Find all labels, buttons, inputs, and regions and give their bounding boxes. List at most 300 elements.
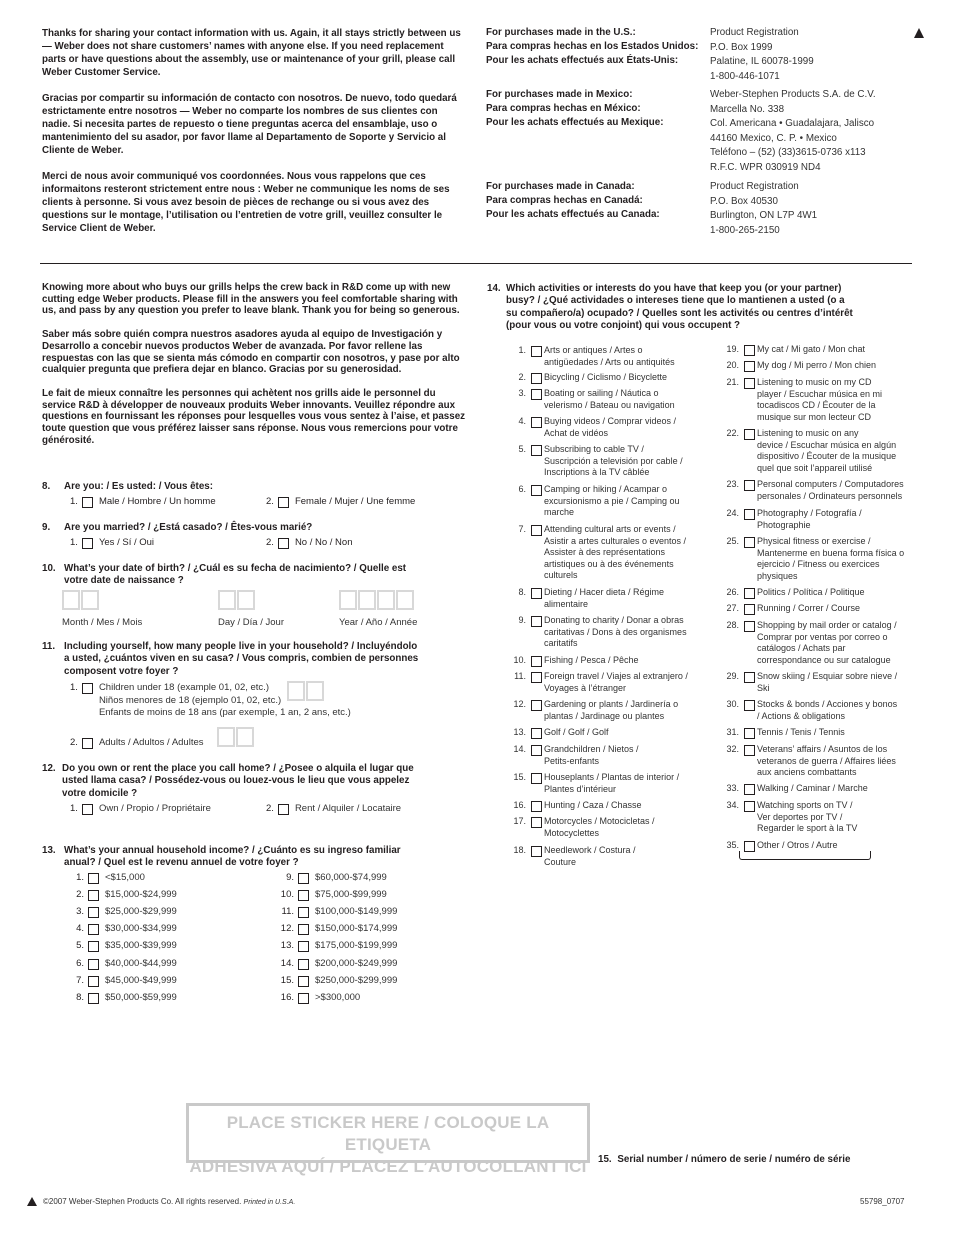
option-number: 30.: [726, 699, 739, 709]
triangle-up-icon: [27, 1197, 37, 1206]
checkbox[interactable]: [744, 672, 755, 683]
activity-option[interactable]: [518, 372, 704, 384]
option-label-line: alimentaire: [544, 598, 589, 609]
activity-option[interactable]: [513, 744, 704, 767]
option-number: 23.: [726, 479, 739, 489]
option-number: 4.: [76, 923, 84, 935]
option-label-line: veteranos de guerra / Affaires liées: [757, 755, 896, 766]
question-text-line: What’s your date of birth? / ¿Cuál es su fecha de nacimiento? / Quelle est: [64, 563, 407, 574]
activity-option[interactable]: [518, 416, 704, 439]
option-label-line: velerismo / Bateau ou navigation: [544, 399, 675, 410]
q9-option-1[interactable]: [70, 537, 154, 549]
option-label-line: Subscribing to cable TV /: [544, 444, 644, 454]
option-label: $40,000-$44,999: [105, 957, 177, 969]
option-label-line: physiques: [757, 570, 798, 581]
checkbox[interactable]: [531, 445, 542, 456]
sticker-line-2: ADHESIVA AQUÍ / PLACEZ L’AUTOCOLLANT ICI: [189, 1157, 587, 1176]
activity-option[interactable]: [726, 727, 917, 739]
option-label: $250,000-$299,999: [315, 974, 398, 986]
option-label: $175,000-$199,999: [315, 940, 398, 952]
activity-option[interactable]: [518, 444, 704, 479]
q12-option-1[interactable]: [70, 803, 211, 815]
activity-option[interactable]: [514, 671, 704, 694]
activity-option[interactable]: [726, 344, 917, 356]
checkbox[interactable]: [744, 429, 755, 440]
question-text: Serial number / número de serie / numéro de série: [617, 1154, 851, 1165]
checkbox[interactable]: [531, 728, 542, 739]
option-label-line: Arts or antiques / Artes o: [544, 345, 643, 355]
activity-option[interactable]: [726, 744, 917, 779]
option-number: 1.: [76, 872, 84, 883]
option-label-line: Camping or hiking / Acampar o: [544, 484, 668, 494]
printed-text: Printed in U.S.A.: [243, 1199, 296, 1206]
option-number: 32.: [726, 744, 739, 754]
question-text-line: What’s your annual household income? / ¿Cuánto es su ingreso familiar: [64, 845, 401, 856]
option-label-line: culturels: [544, 570, 578, 580]
option-number: 12.: [513, 699, 526, 709]
activity-option[interactable]: [518, 345, 704, 368]
activity-option[interactable]: [518, 587, 704, 610]
option-label-line: Plantes d’intérieur: [544, 783, 617, 794]
option-label-line: Veterans’ affairs / Asuntos de los: [757, 744, 888, 754]
option-number: 1.: [70, 496, 78, 507]
option-label: Female / Mujer / Une femme: [294, 496, 416, 507]
checkbox[interactable]: [298, 907, 309, 918]
address-label: For purchases made in Canada:: [486, 181, 635, 192]
q12-option-2[interactable]: [266, 803, 401, 815]
q8-option-1[interactable]: [70, 496, 216, 508]
option-label-line: Ski: [757, 682, 770, 693]
option-label-line: Photographie: [757, 519, 811, 530]
sticker-line-1: PLACE STICKER HERE / COLOQUE LA ETIQUETA: [226, 1113, 550, 1154]
address-line: Product Registration: [710, 181, 799, 192]
checkbox[interactable]: [82, 738, 93, 749]
option-label-line: Niños menores de 18 (ejemplo 01, 02, etc.): [98, 694, 282, 706]
option-number: 28.: [726, 620, 739, 630]
option-number: 3.: [76, 906, 84, 918]
option-number: 18.: [513, 845, 526, 855]
activity-option[interactable]: [726, 508, 917, 531]
checkbox[interactable]: [88, 907, 99, 918]
income-option[interactable]: [280, 872, 387, 884]
question-text: Are you married? / ¿Está casado? / Êtes-vous marié?: [64, 522, 313, 533]
address-line: Palatine, IL 60078-1999: [710, 56, 814, 67]
address-lines: [710, 26, 910, 84]
option-label-line: aux anciens combattants: [757, 767, 857, 777]
option-number: 8.: [518, 587, 526, 597]
option-label: $15,000-$24,999: [105, 889, 177, 901]
children-count-input[interactable]: [287, 681, 325, 705]
option-label-line: caritatifs: [544, 638, 578, 648]
address-label: Pour les achats effectués au Mexique:: [486, 117, 664, 128]
question-text-line: anual? / Quel est le revenu annuel de votre foyer ?: [64, 857, 299, 869]
option-label-line: Politics / Política / Politique: [757, 587, 865, 597]
birth-year-input[interactable]: [339, 590, 415, 614]
triangle-up-icon: [914, 28, 924, 38]
other-write-in-line[interactable]: [739, 851, 871, 860]
year-label: Year / Año / Année: [339, 617, 418, 628]
checkbox[interactable]: [298, 873, 309, 884]
activity-option[interactable]: [518, 484, 704, 519]
option-label-line: dispositivo / Écouter de la musique: [757, 451, 897, 461]
sticker-placeholder: [186, 1103, 590, 1176]
activity-option[interactable]: [726, 783, 917, 795]
checkbox[interactable]: [82, 804, 93, 815]
address-label: Pour les achats effectués aux États-Unis:: [486, 55, 679, 66]
checkbox[interactable]: [744, 728, 755, 739]
option-label-line: Bicycling / Ciclismo / Bicyclette: [544, 372, 668, 382]
adults-count-input[interactable]: [217, 727, 255, 751]
q9-option-2[interactable]: [266, 537, 353, 549]
address-line: P.O. Box 40530: [710, 195, 778, 207]
activity-option[interactable]: [726, 587, 917, 599]
activity-option[interactable]: [513, 816, 704, 839]
activity-option[interactable]: [513, 699, 704, 722]
birth-month-input[interactable]: [62, 590, 100, 614]
option-label-line: Donating to charity / Donar a obras: [544, 615, 684, 625]
question-text-line: votre date de naissance ?: [64, 575, 184, 587]
option-number: 22.: [726, 428, 739, 438]
activity-option[interactable]: [726, 699, 917, 722]
address-line: Teléfono – (52) (33)3615-0736 x113: [710, 147, 866, 158]
address-line: Marcella No. 338: [710, 103, 785, 115]
option-label: $30,000-$34,999: [105, 923, 177, 935]
checkbox[interactable]: [744, 509, 755, 520]
option-label-line: My dog / Mi perro / Mon chien: [757, 360, 877, 370]
option-label: $75,000-$99,999: [315, 889, 387, 901]
income-option[interactable]: [70, 940, 177, 952]
checkbox[interactable]: [298, 890, 309, 901]
checkbox[interactable]: [531, 773, 542, 784]
checkbox[interactable]: [82, 497, 93, 508]
income-option[interactable]: [280, 975, 397, 987]
option-number: 2.: [266, 537, 274, 548]
option-number: 8.: [76, 991, 84, 1003]
checkbox[interactable]: [531, 672, 542, 683]
option-number: 15.: [280, 974, 294, 986]
option-number: 10.: [280, 889, 294, 901]
option-label-line: Regarder le sport à la TV: [757, 823, 858, 833]
intro-fr: Le fait de mieux connaître les personnes qui achètent nos grills aide le personnel du service R&D à développer de nouveaux produits Weber innovants. Veuillez répondre aux questions en fournissant les réponses pour lesquelles vous vous sentez à l’aise, et passez toute question que vous préférez laisser sans réponse. Nous vous remercions pour votre générosité.: [42, 387, 466, 446]
checkbox[interactable]: [298, 993, 309, 1004]
activity-option[interactable]: [518, 524, 704, 582]
option-label-line: Shopping by mail order or catalog /: [757, 620, 897, 630]
footer-copyright: [43, 1197, 295, 1208]
checkbox[interactable]: [531, 389, 542, 400]
option-label: $50,000-$59,999: [105, 991, 177, 1003]
activity-option[interactable]: [726, 840, 917, 852]
address-lines: [710, 88, 910, 175]
survey-intro: [42, 282, 470, 458]
option-label-line: Motorcycles / Motocicletas /: [544, 816, 655, 826]
income-option[interactable]: [70, 975, 177, 987]
option-label-line: Foreign travel / Viajes al extranjero /: [544, 671, 688, 681]
checkbox[interactable]: [278, 497, 289, 508]
option-number: 29.: [726, 671, 739, 681]
checkbox[interactable]: [531, 525, 542, 536]
income-option[interactable]: [280, 906, 397, 918]
activity-option[interactable]: [726, 360, 917, 372]
option-label-line: Boating or sailing / Náutica o: [544, 388, 659, 398]
q11-adults-option[interactable]: [70, 737, 204, 749]
income-option[interactable]: [70, 889, 177, 901]
checkbox[interactable]: [88, 959, 99, 970]
option-number: 16.: [513, 800, 526, 810]
activity-option[interactable]: [513, 727, 704, 739]
activity-option[interactable]: [726, 671, 917, 694]
question-text-line: votre domicile ?: [62, 787, 138, 799]
option-label-line: Buying videos / Comprar videos /: [544, 416, 677, 426]
option-number: 33.: [726, 783, 739, 793]
activity-option[interactable]: [726, 620, 917, 666]
activity-option[interactable]: [726, 479, 917, 502]
checkbox[interactable]: [531, 588, 542, 599]
option-label: Yes / Sí / Oui: [98, 537, 155, 548]
option-number: 14.: [513, 744, 526, 754]
privacy-en: Thanks for sharing your contact information with us. Again, it all stays strictly between us — Weber does not share customers’ names with anyone else. If you need replacement parts or have questions about the assembly, use or maintenance of your grill, please call Weber Customer Service.: [42, 28, 461, 78]
checkbox[interactable]: [531, 801, 542, 812]
checkbox[interactable]: [531, 700, 542, 711]
checkbox[interactable]: [744, 345, 755, 356]
checkbox[interactable]: [298, 976, 309, 987]
checkbox[interactable]: [744, 480, 755, 491]
privacy-notice: [42, 27, 462, 247]
activity-option[interactable]: [726, 377, 917, 423]
question-text-line: (pour vous ou votre conjoint) qui vous occupent ?: [506, 320, 741, 332]
option-number: 1.: [70, 537, 78, 548]
option-label-line: Other / Otros / Autre: [757, 840, 838, 850]
copyright-text: ©2007 Weber-Stephen Products Co. All rights reserved.: [43, 1197, 242, 1206]
option-number: 6.: [518, 484, 526, 494]
checkbox[interactable]: [531, 346, 542, 357]
question-text-line: Do you own or rent the place you call home? / ¿Posee o alquila el lugar que: [62, 763, 414, 774]
checkbox[interactable]: [744, 784, 755, 795]
option-label-line: artistiques ou à des événements: [544, 558, 674, 569]
checkbox[interactable]: [82, 538, 93, 549]
checkbox[interactable]: [744, 361, 755, 372]
option-label-line: antigüedades / Arts ou antiquités: [544, 356, 675, 367]
option-number: 12.: [280, 923, 294, 935]
option-number: 11.: [281, 906, 294, 918]
question-13: [42, 845, 472, 871]
option-label-line: Couture: [544, 856, 577, 867]
option-label-line: Mantenerme en buena forma física o: [757, 547, 905, 558]
question-number: 14.: [487, 283, 501, 294]
checkbox[interactable]: [298, 959, 309, 970]
option-label-line: Dieting / Hacer dieta / Régime: [544, 587, 665, 597]
birth-day-input[interactable]: [218, 590, 256, 614]
question-text-line: Including yourself, how many people live in your household? / Incluyéndolo: [64, 641, 418, 652]
option-label-line: Ver deportes por TV /: [757, 811, 843, 822]
checkbox[interactable]: [88, 993, 99, 1004]
question-number: 10.: [42, 563, 56, 574]
option-number: 15.: [513, 772, 526, 782]
option-label: Rent / Alquiler / Locataire: [294, 803, 402, 814]
option-label-line: Achat de vidéos: [544, 427, 609, 438]
option-label-line: Assister à des représentations: [544, 547, 666, 557]
option-number: 7.: [518, 524, 526, 534]
option-label-line: catálogos / Achats par: [757, 643, 846, 653]
question-text-line: Which activities or interests do you have that keep you (or your partner): [506, 283, 842, 294]
activity-option[interactable]: [513, 772, 704, 795]
checkbox[interactable]: [531, 656, 542, 667]
checkbox[interactable]: [88, 976, 99, 987]
checkbox[interactable]: [744, 604, 755, 615]
question-text-line: busy? / ¿Qué actividades o intereses tiene que lo mantienen a usted (o a: [506, 295, 845, 307]
question-number: 13.: [42, 845, 56, 856]
option-label-line: Petits-enfants: [544, 755, 600, 766]
checkbox[interactable]: [298, 924, 309, 935]
option-number: 27.: [726, 603, 739, 613]
option-number: 2.: [518, 372, 526, 382]
option-number: 4.: [518, 416, 526, 426]
day-label: Day / Día / Jour: [218, 617, 284, 628]
checkbox[interactable]: [278, 538, 289, 549]
address-line: Col. Americana • Guadalajara, Jalisco: [710, 118, 875, 129]
question-number: 8.: [42, 481, 51, 492]
address-label: Pour les achats effectués au Canada:: [486, 209, 660, 220]
address-labels: [486, 180, 708, 222]
option-number: 3.: [518, 388, 526, 398]
address-label: Para compras hechas en Canadá:: [486, 195, 643, 206]
question-text-line: usted llama casa? / Possédez-vous ou louez-vous le lieu que vous appelez: [62, 775, 410, 787]
income-option[interactable]: [280, 889, 387, 901]
checkbox[interactable]: [88, 924, 99, 935]
option-label-line: Needlework / Costura /: [544, 845, 636, 855]
income-option[interactable]: [70, 992, 177, 1004]
address-line: P.O. Box 1999: [710, 41, 773, 53]
activity-option[interactable]: [726, 800, 917, 835]
question-number: 15.: [598, 1154, 612, 1165]
option-number: 5.: [518, 444, 526, 454]
option-label-line: Fishing / Pesca / Pêche: [544, 655, 639, 665]
question-text: Are you: / Es usted: / Vous êtes:: [64, 481, 213, 492]
address-labels: [486, 26, 708, 68]
intro-en: Knowing more about who buys our grills helps the crew back in R&D come up with new cutting edge Weber products. Please fill in the answers you feel comfortable sharing with us, and pass by any question you prefer to leave blank. Thank you for being so generous.: [42, 282, 460, 317]
option-number: 26.: [726, 587, 739, 597]
income-option[interactable]: [280, 958, 397, 970]
checkbox[interactable]: [744, 700, 755, 711]
checkbox[interactable]: [744, 588, 755, 599]
checkbox[interactable]: [531, 846, 542, 857]
income-option[interactable]: [70, 906, 177, 918]
address-line: Burlington, ON L7P 4W1: [710, 210, 818, 221]
activity-option[interactable]: [726, 428, 917, 474]
option-label-line: Running / Correr / Course: [757, 603, 861, 613]
activity-option[interactable]: [513, 655, 704, 667]
option-label: $35,000-$39,999: [105, 940, 177, 952]
option-number: 13.: [280, 940, 294, 952]
address-label: For purchases made in the U.S.:: [486, 27, 636, 38]
option-number: 16.: [280, 991, 294, 1003]
option-label-line: quel que soit l’appareil utilisé: [757, 462, 873, 473]
option-number: 14.: [280, 957, 294, 969]
option-number: 10.: [513, 655, 526, 665]
checkbox[interactable]: [531, 417, 542, 428]
address-labels: [486, 88, 708, 130]
income-option[interactable]: [70, 923, 177, 935]
option-label-line: Houseplants / Plantas de interior /: [544, 772, 680, 782]
activity-option[interactable]: [726, 603, 917, 615]
option-label-line: caritativas / Dons à des organismes: [544, 626, 687, 637]
checkbox[interactable]: [531, 373, 542, 384]
option-label-line: Watching sports on TV /: [757, 800, 853, 810]
option-label-line: Listening to music on my CD: [757, 377, 872, 387]
option-number: 2.: [266, 803, 274, 814]
checkbox[interactable]: [82, 683, 93, 694]
question-12: [42, 763, 472, 803]
option-number: 1.: [70, 803, 78, 814]
checkbox[interactable]: [278, 804, 289, 815]
option-label-line: ejercicio / Fitness ou exercices: [757, 559, 880, 569]
activity-option[interactable]: [726, 536, 917, 582]
address-lines: [710, 180, 910, 238]
activity-option[interactable]: [518, 615, 704, 650]
income-option[interactable]: [280, 923, 397, 935]
q8-option-2[interactable]: [266, 496, 415, 508]
address-label: Para compras hechas en México:: [486, 103, 641, 114]
option-label: $45,000-$49,999: [105, 974, 177, 986]
checkbox[interactable]: [744, 801, 755, 812]
option-number: 35.: [726, 840, 739, 850]
checkbox[interactable]: [531, 616, 542, 627]
activity-option[interactable]: [513, 800, 704, 812]
option-number: 19.: [726, 344, 739, 354]
option-label-line: musique sur mon lecteur CD: [757, 411, 872, 422]
checkbox[interactable]: [531, 817, 542, 828]
option-label-line: Motocyclettes: [544, 827, 600, 838]
activity-option[interactable]: [518, 388, 704, 411]
option-number: 24.: [726, 508, 739, 518]
option-label-line: Gardening or plants / Jardinería o: [544, 699, 679, 709]
checkbox[interactable]: [744, 378, 755, 389]
option-label-line: Grandchildren / Nietos /: [544, 744, 639, 754]
checkbox[interactable]: [88, 873, 99, 884]
income-option[interactable]: [280, 992, 360, 1004]
option-label-line: tocadiscos CD / Écouter de la: [757, 400, 876, 410]
income-option[interactable]: [70, 958, 177, 970]
option-label-line: Listening to music on any: [757, 428, 859, 438]
option-number: 9.: [286, 872, 294, 883]
option-label-line: Photography / Fotografía /: [757, 508, 862, 518]
checkbox[interactable]: [744, 745, 755, 756]
checkbox[interactable]: [531, 485, 542, 496]
question-text-line: composent votre foyer ?: [64, 665, 179, 677]
intro-es: Saber más sobre quién compra nuestros asadores ayuda al equipo de Investigación y Desarrollo a concebir nuevos productos Weber de avanzada. Por favor rellene las respuestas con las que se sienta más cómodo en compartir con nosotros, y pase por alto cualquier pregunta que prefiera dejar en blanco. Gracias por su generosidad.: [42, 329, 460, 376]
option-number: 11.: [514, 671, 526, 681]
option-label-line: Physical fitness or exercise /: [757, 536, 871, 546]
option-label-line: Asistir a artes culturales o eventos /: [544, 535, 687, 546]
checkbox[interactable]: [531, 745, 542, 756]
option-number: 1.: [70, 682, 78, 693]
checkbox[interactable]: [88, 890, 99, 901]
option-label-line: plantas / Jardinage ou plantes: [544, 710, 665, 721]
checkbox[interactable]: [744, 537, 755, 548]
question-15: [598, 1154, 850, 1166]
checkbox[interactable]: [88, 941, 99, 952]
income-option[interactable]: [70, 872, 145, 884]
option-number: 2.: [266, 496, 274, 507]
checkbox[interactable]: [298, 941, 309, 952]
option-label-line: Inscriptions à la TV câblée: [544, 467, 650, 477]
option-number: 17.: [513, 816, 526, 826]
privacy-fr: Merci de nous avoir communiqué vos coordonnées. Nous vous rappelons que ces informaitons resteront strictement entre nous : Weber ne communique les noms de ses clients à personne. Si vous avez besoin de pièces de rechange ou si vous avez des questions sur le montage, l’utilisation ou l’entretien de votre grill, veuillez consulter le Service Client de Weber.: [42, 171, 450, 234]
income-option[interactable]: [280, 940, 397, 952]
option-label-line: device / Escuchar música en algún: [757, 439, 897, 450]
activity-option[interactable]: [513, 845, 704, 868]
checkbox[interactable]: [744, 621, 755, 632]
option-number: 1.: [518, 345, 526, 355]
